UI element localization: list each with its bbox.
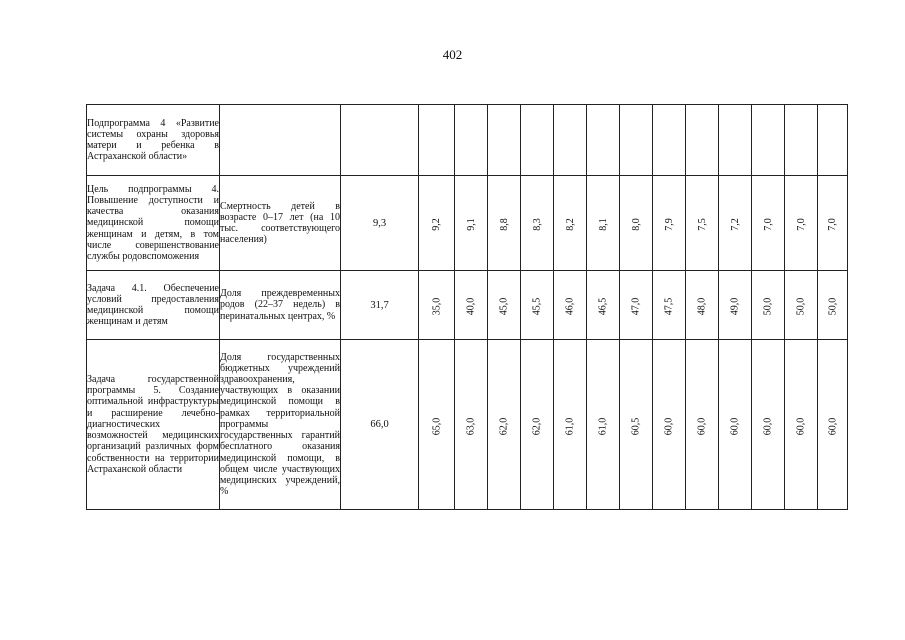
year-value-cell bbox=[653, 271, 686, 340]
year-value-cell bbox=[752, 105, 785, 176]
year-value: 60,0 bbox=[729, 417, 741, 435]
year-value: 45,5 bbox=[531, 297, 543, 316]
year-value-cell bbox=[419, 105, 455, 176]
year-value-cell bbox=[620, 271, 653, 340]
year-value-cell bbox=[554, 340, 587, 510]
year-value-cell bbox=[752, 176, 785, 271]
year-value: 8,3 bbox=[531, 218, 543, 231]
year-value: 7,0 bbox=[827, 218, 838, 231]
year-value-cell bbox=[818, 176, 848, 271]
table-body bbox=[87, 105, 848, 510]
row-name-cell: Задача 4.1. Обеспечение условий предоставления медицинской помощи женщинам и детям bbox=[87, 271, 220, 340]
year-value-cell bbox=[455, 271, 488, 340]
year-value: 8,8 bbox=[498, 218, 510, 231]
year-value: 60,0 bbox=[827, 417, 838, 435]
year-value: 7,2 bbox=[729, 218, 741, 231]
year-value-cell bbox=[521, 105, 554, 176]
year-value-cell bbox=[521, 176, 554, 271]
year-value: 50,0 bbox=[827, 297, 838, 316]
year-value: 8,1 bbox=[597, 218, 609, 231]
year-value-cell bbox=[719, 340, 752, 510]
year-value-cell bbox=[587, 271, 620, 340]
year-value: 60,0 bbox=[663, 417, 675, 435]
year-value-cell bbox=[785, 340, 818, 510]
page-number: 402 bbox=[442, 47, 463, 62]
year-value: 61,0 bbox=[597, 417, 609, 435]
year-value: 7,9 bbox=[663, 218, 675, 231]
table-row bbox=[87, 340, 848, 510]
year-value-cell bbox=[455, 340, 488, 510]
indicators-table bbox=[86, 104, 848, 510]
year-value-cell bbox=[818, 340, 848, 510]
year-value: 8,2 bbox=[564, 218, 576, 231]
year-value-cell bbox=[455, 105, 488, 176]
year-value: 48,0 bbox=[696, 297, 708, 316]
indicator-cell: Доля преждевременных родов (22–37 недель) в перинатальных центрах, % bbox=[220, 271, 341, 340]
year-value: 61,0 bbox=[564, 417, 576, 435]
year-value-cell bbox=[554, 271, 587, 340]
year-value-cell bbox=[488, 271, 521, 340]
year-value-cell bbox=[785, 105, 818, 176]
year-value: 46,0 bbox=[564, 297, 576, 316]
year-value-cell bbox=[719, 271, 752, 340]
year-value-cell bbox=[587, 340, 620, 510]
year-value-cell bbox=[653, 176, 686, 271]
indicator-cell: Смертность детей в возрасте 0–17 лет (на 10 тыс. соответствующего населения) bbox=[220, 176, 341, 271]
indicator-cell bbox=[220, 105, 341, 176]
year-value-cell bbox=[419, 176, 455, 271]
year-value: 9,2 bbox=[431, 218, 442, 231]
year-value: 7,5 bbox=[696, 218, 708, 231]
table-row bbox=[87, 271, 848, 340]
year-value-cell bbox=[686, 271, 719, 340]
indicator-cell: Доля государственных бюджетных учреждений здравоохранения, участвующих в оказании медицинской помощи в рамках территориальной программы государственных гарантий бесплатного оказания медицинской помощи, в общем числе участвующих медицинских учреждений, % bbox=[220, 340, 341, 510]
year-value-cell bbox=[719, 176, 752, 271]
year-value: 65,0 bbox=[431, 417, 442, 435]
year-value-cell bbox=[653, 340, 686, 510]
year-value: 60,0 bbox=[762, 417, 774, 435]
year-value: 8,0 bbox=[630, 218, 642, 231]
year-value-cell bbox=[419, 271, 455, 340]
year-value: 7,0 bbox=[795, 218, 807, 231]
year-value-cell bbox=[587, 176, 620, 271]
year-value: 7,0 bbox=[762, 218, 774, 231]
year-value-cell bbox=[587, 105, 620, 176]
year-value-cell bbox=[818, 271, 848, 340]
year-value: 60,0 bbox=[696, 417, 708, 435]
year-value-cell bbox=[521, 271, 554, 340]
table-row bbox=[87, 105, 848, 176]
base-value-cell: 66,0 bbox=[341, 340, 419, 510]
year-value-cell bbox=[620, 176, 653, 271]
year-value: 45,0 bbox=[498, 297, 510, 316]
year-value: 50,0 bbox=[762, 297, 774, 316]
year-value-cell bbox=[752, 271, 785, 340]
year-value-cell bbox=[620, 105, 653, 176]
base-value-cell bbox=[341, 105, 419, 176]
year-value: 62,0 bbox=[498, 417, 510, 435]
year-value: 35,0 bbox=[431, 297, 442, 316]
year-value: 60,0 bbox=[795, 417, 807, 435]
year-value-cell bbox=[554, 105, 587, 176]
table-row bbox=[87, 176, 848, 271]
row-name-cell: Подпрограмма 4 «Развитие системы охраны здоровья матери и ребенка в Астраханской области» bbox=[87, 105, 220, 176]
year-value: 47,5 bbox=[663, 297, 675, 316]
year-value: 60,5 bbox=[630, 417, 642, 435]
year-value-cell bbox=[686, 176, 719, 271]
year-value-cell bbox=[653, 105, 686, 176]
year-value-cell bbox=[419, 340, 455, 510]
year-value: 62,0 bbox=[531, 417, 543, 435]
year-value: 63,0 bbox=[465, 417, 477, 435]
year-value: 50,0 bbox=[795, 297, 807, 316]
year-value-cell bbox=[488, 176, 521, 271]
year-value: 9,1 bbox=[465, 218, 477, 231]
year-value-cell bbox=[554, 176, 587, 271]
year-value: 47,0 bbox=[630, 297, 642, 316]
year-value: 49,0 bbox=[729, 297, 741, 316]
year-value: 40,0 bbox=[465, 297, 477, 316]
base-value-cell: 9,3 bbox=[341, 176, 419, 271]
year-value-cell bbox=[488, 340, 521, 510]
year-value-cell bbox=[719, 105, 752, 176]
year-value-cell bbox=[686, 105, 719, 176]
year-value-cell bbox=[785, 271, 818, 340]
year-value-cell bbox=[521, 340, 554, 510]
year-value-cell bbox=[686, 340, 719, 510]
year-value-cell bbox=[620, 340, 653, 510]
year-value-cell bbox=[785, 176, 818, 271]
year-value-cell bbox=[488, 105, 521, 176]
year-value-cell bbox=[752, 340, 785, 510]
year-value: 46,5 bbox=[597, 297, 609, 316]
base-value-cell: 31,7 bbox=[341, 271, 419, 340]
year-value-cell bbox=[818, 105, 848, 176]
year-value-cell bbox=[455, 176, 488, 271]
row-name-cell: Задача государственной программы 5. Создание оптимальной инфраструктуры и расширение лечебно-диагностических возможностей медицинских организаций различных форм собственности на территории Астраханской области bbox=[87, 340, 220, 510]
row-name-cell: Цель подпрограммы 4. Повышение доступности и качества оказания медицинской помощи женщинам и детям, в том числе совершенствование службы родовспоможения bbox=[87, 176, 220, 271]
